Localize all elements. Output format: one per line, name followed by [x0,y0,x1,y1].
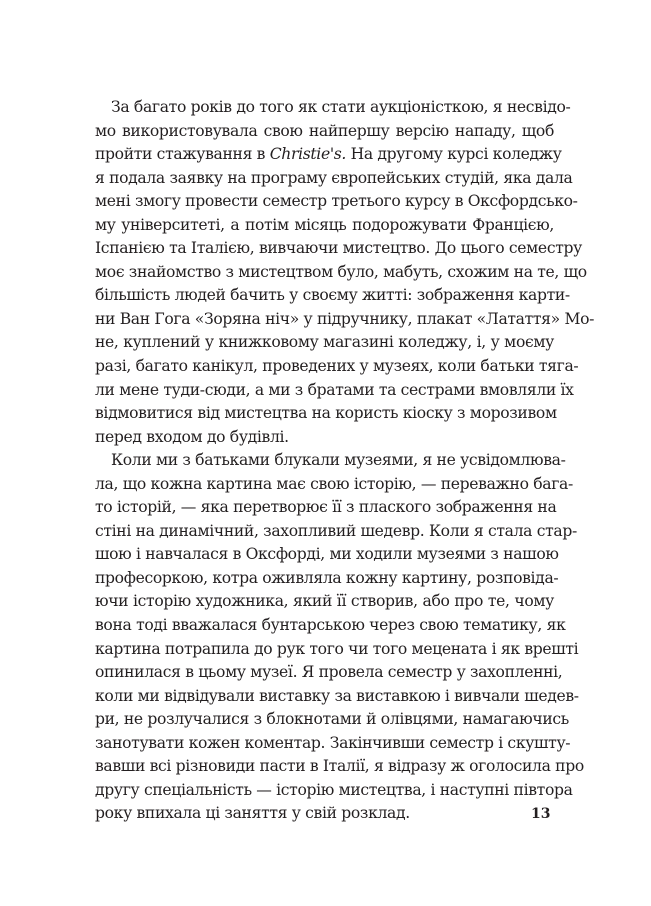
text-line: мені змогу провести семестр третього курсу в Оксфордсько- [95,192,578,211]
text-line: року впихала ці заняття у свій розклад. [95,804,410,823]
text-line: не, куплений у книжковому магазині коледжу, і, у моєму [95,333,554,352]
text-line: стіні на динамічний, захопливий шедевр. Коли я стала стар- [95,521,577,540]
text-line: я подала заявку на програму європейських студій, яка дала [95,168,573,187]
text-line: ни Ван Гога «Зоряна ніч» у підручнику, плакат «Латаття» Мо- [95,309,595,328]
text-line: відмовитися від мистецтва на користь кіоску з морозивом [95,404,557,423]
text-line: мо використовувала свою найпершу версію нападу, щоб [95,121,554,140]
text-line: шою і навчалася в Оксфорді, ми ходили музеями з нашою [95,545,559,564]
text-line: занотувати кожен коментар. Закінчивши семестр і скушту- [95,733,571,752]
text-line: разі, багато канікул, проведених у музеях, коли батьки тяга- [95,357,579,376]
page-body [95,96,595,826]
text-line: опинилася в цьому музеї. Я провела семестр у захопленні, [95,663,563,682]
text-segment: На другому курсі коледжу [346,145,562,164]
text-line: коли ми відвідували виставку за виставкою і вивчали шедев- [95,686,579,705]
text-line: то історій, — яка перетворює її з плаского зображення на [95,498,557,517]
text-line: більшість людей бачить у своєму житті: зображення карти- [95,286,570,305]
paragraph-1 [95,96,595,449]
text-line: му університеті, а потім місяць подорожувати Францією, [95,215,554,234]
italic-brand-name: Christie's. [269,145,347,164]
paragraph-2 [95,449,584,826]
text-line: картина потрапила до рук того чи того мецената і як врешті [95,639,579,658]
text-line: другу спеціальність — історію мистецтва, і наступні півтора [95,780,573,799]
text-segment: пройти стажування в [95,145,270,164]
text-line: ри, не розлучалися з блокнотами й олівцями, намагаючись [95,710,569,729]
text-line: Іспанією та Італією, вивчаючи мистецтво. До цього семестру [95,239,582,258]
text-line: ли мене туди-сюди, а ми з братами та сестрами вмовляли їх [95,380,574,399]
text-line: моє знайомство з мистецтвом було, мабуть, схожим на те, що [95,262,587,281]
text-line: професоркою, котра оживляла кожну картину, розповіда- [95,568,559,587]
page-number: 13 [531,806,551,822]
text-line: За багато років до того як стати аукціоністкою, я несвідо- [111,98,571,116]
text-line: перед входом до будівлі. [95,427,289,446]
text-line: ла, що кожна картина має свою історію, — переважно бага- [95,474,573,493]
text-line: вона тоді вважалася бунтарською через свою тематику, як [95,616,566,635]
text-line: ючи історію художника, який її створив, або про те, чому [95,592,554,611]
text-line: Коли ми з батьками блукали музеями, я не усвідомлюва- [111,451,566,470]
text-line [95,143,562,167]
text-line: вавши всі різновиди пасти в Італії, я відразу ж оголосила про [95,757,584,776]
